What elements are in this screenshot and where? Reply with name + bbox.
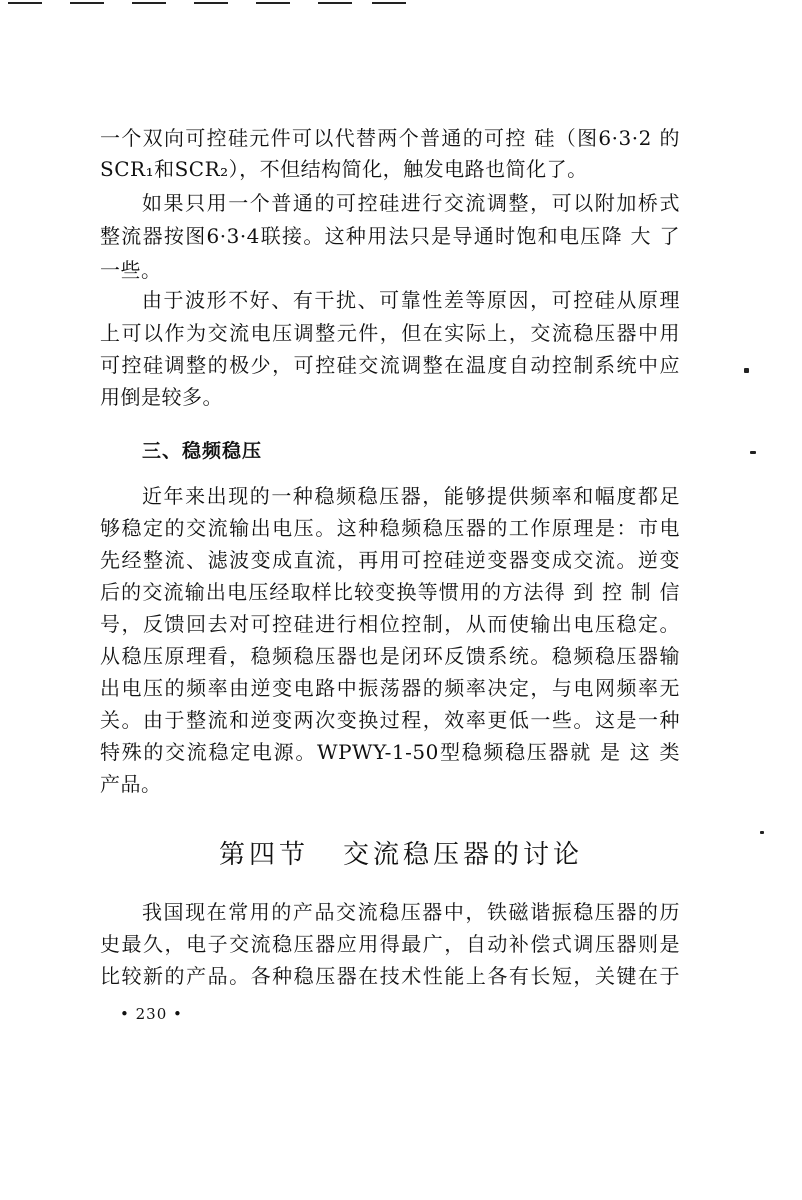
paragraph-5-line-3: 比较新的产品。各种稳压器在技术性能上各有长短，关键在于 [100, 964, 680, 988]
paragraph-5-line-1: 我国现在常用的产品交流稳压器中，铁磁谐振稳压器的历 [142, 900, 680, 924]
paragraph-1-line-2: SCR₁和SCR₂），不但结构简化，触发电路也简化了。 [100, 157, 588, 181]
paragraph-2-line-2: 整流器按图6·3·4联接。这种用法只是导通时饱和电压降 大 了 [100, 224, 680, 248]
chapter-heading [0, 838, 802, 872]
paragraph-4-line-3: 先经整流、滤波变成直流，再用可控硅逆变器变成交流。逆变 [100, 548, 680, 572]
paragraph-4-line-1: 近年来出现的一种稳频稳压器，能够提供频率和幅度都足 [142, 484, 680, 508]
paragraph-2-line-1: 如果只用一个普通的可控硅进行交流调整，可以附加桥式 [142, 191, 680, 215]
paragraph-4-line-7: 出电压的频率由逆变电路中振荡器的频率决定，与电网频率无 [100, 676, 680, 700]
chapter-number: 第四节 [218, 840, 309, 870]
paragraph-3-line-1: 由于波形不好、有干扰、可靠性差等原因，可控硅从原理 [142, 288, 680, 312]
scan-speck [750, 451, 756, 454]
paragraph-5-line-2: 史最久，电子交流稳压器应用得最广，自动补偿式调压器则是 [100, 932, 680, 956]
page-number: • 230 • [120, 1005, 183, 1023]
paragraph-4-line-4: 后的交流输出电压经取样比较变换等惯用的方法得 到 控 制 信 [100, 580, 680, 604]
paragraph-4-line-10: 产品。 [100, 772, 162, 796]
scan-speck [744, 368, 749, 373]
paragraph-3-line-4: 用倒是较多。 [100, 385, 223, 409]
paragraph-4-line-6: 从稳压原理看，稳频稳压器也是闭环反馈系统。稳频稳压器输 [100, 644, 680, 668]
paragraph-4-line-9: 特殊的交流稳定电源。WPWY-1-50型稳频稳压器就 是 这 类 [100, 740, 680, 764]
paragraph-3-line-2: 上可以作为交流电压调整元件，但在实际上，交流稳压器中用 [100, 321, 680, 345]
paragraph-2-line-3: 一些。 [100, 258, 162, 282]
chapter-title: 交流稳压器的讨论 [343, 840, 584, 870]
paragraph-4-line-2: 够稳定的交流输出电压。这种稳频稳压器的工作原理是：市电 [100, 516, 680, 540]
paragraph-4-line-8: 关。由于整流和逆变两次变换过程，效率更低一些。这是一种 [100, 708, 680, 732]
scan-header-marks [8, 2, 408, 8]
scan-speck [760, 831, 764, 834]
section-heading: 三、稳频稳压 [142, 440, 263, 462]
paragraph-1-line-1: 一个双向可控硅元件可以代替两个普通的可控 硅（图6·3·2 的 [100, 126, 680, 150]
paragraph-4-line-5: 号，反馈回去对可控硅进行相位控制，从而使输出电压稳定。 [100, 612, 680, 636]
paragraph-3-line-3: 可控硅调整的极少，可控硅交流调整在温度自动控制系统中应 [100, 353, 680, 377]
